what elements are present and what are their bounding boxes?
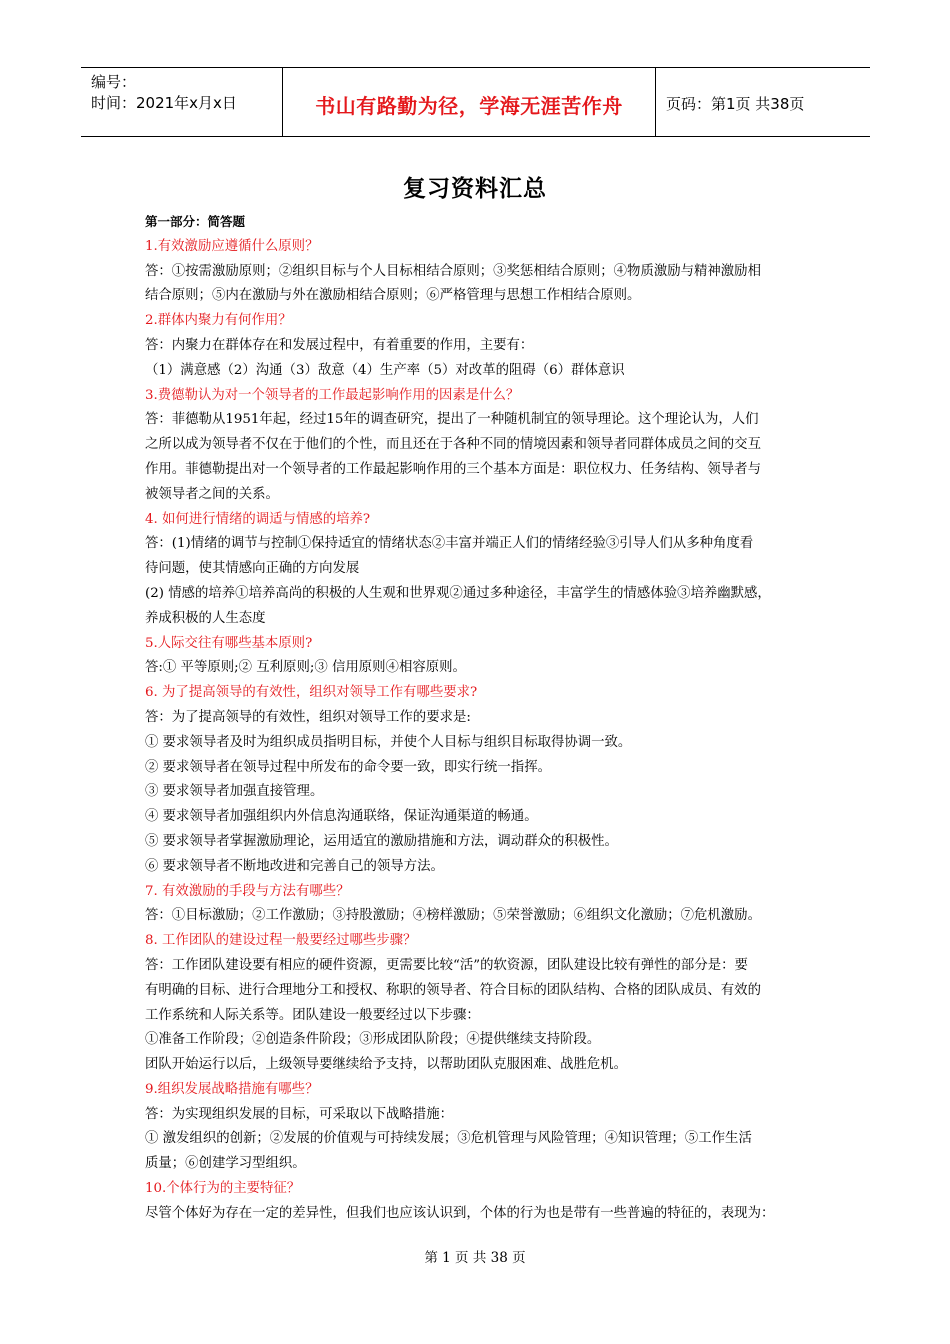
question-line: 7. 有效激励的手段与方法有哪些？	[145, 883, 350, 899]
answer-line: 答：(1)情绪的调节与控制①保持适宜的情绪状态②丰富并端正人们的情绪经验③引导人们从多种角度看	[145, 536, 754, 552]
answer-line: 质量；⑥创建学习型组织。	[145, 1156, 306, 1172]
answer-line: 答：为实现组织发展的目标，可采取以下战略措施：	[145, 1106, 453, 1122]
answer-line: 之所以成为领导者不仅在于他们的个性，而且还在于各种不同的情境因素和领导者同群体成员之间的交互	[145, 437, 761, 453]
header-meta-cell	[81, 68, 283, 136]
header-motto-cell	[283, 68, 656, 136]
question-line: 4. 如何进行情绪的调适与情感的培养?	[145, 511, 371, 527]
answer-line: 团队开始运行以后，上级领导要继续给予支持，以帮助团队克服困难、战胜危机。	[145, 1057, 628, 1073]
answer-line: 答：菲德勒从1951年起，经过15年的调查研究，提出了一种随机制宜的领导理论。这个理论认为，人们	[145, 412, 759, 428]
question-line: 10.个体行为的主要特征？	[145, 1181, 301, 1197]
header-number-label: 编号：	[91, 73, 137, 91]
header-motto: 书山有路勤为径，学海无涯苦作舟	[315, 94, 623, 118]
answer-line: ①准备工作阶段；②创造条件阶段；③形成团队阶段；④提供继续支持阶段。	[145, 1032, 601, 1048]
answer-line: ② 要求领导者在领导过程中所发布的命令要一致，即实行统一指挥。	[145, 759, 551, 775]
answer-line: 答：工作团队建设要有相应的硬件资源，更需要比较“活”的软资源，团队建设比较有弹性的部分是：要	[145, 957, 748, 973]
answer-line: 答：内聚力在群体存在和发展过程中，有着重要的作用，主要有：	[145, 337, 534, 353]
answer-line: 结合原则；⑤内在激励与外在激励相结合原则；⑥严格管理与思想工作相结合原则。	[145, 288, 641, 304]
answer-line: ① 要求领导者及时为组织成员指明目标，并使个人目标与组织目标取得协调一致。	[145, 734, 632, 750]
header-time-label: 时间：2021年x月x日	[91, 94, 237, 112]
section-heading: 第一部分：简答题	[145, 214, 246, 229]
page-footer: 第 1 页 共 38 页	[424, 1250, 526, 1266]
answer-line: (2) 情感的培养①培养高尚的积极的人生观和世界观②通过多种途径，丰富学生的情感体验③培养幽默感，	[145, 585, 771, 601]
answer-line: （1）满意感（2）沟通（3）敌意（4）生产率（5）对改革的阻碍（6）群体意识	[145, 362, 625, 378]
answer-line: 养成积极的人生态度	[145, 610, 266, 626]
question-line: 9.组织发展战略措施有哪些？	[145, 1081, 319, 1097]
answer-line: 答:① 平等原则;② 互利原则;③ 信用原则④相容原则。	[145, 660, 466, 676]
header-page-info: 页码：第1页 共38页	[666, 95, 805, 113]
answer-line: ⑥ 要求领导者不断地改进和完善自己的领导方法。	[145, 858, 444, 874]
answer-line: ① 激发组织的创新；②发展的价值观与可持续发展；③危机管理与风险管理；④知识管理；⑤工作生活	[145, 1131, 752, 1147]
question-line: 6. 为了提高领导的有效性，组织对领导工作有哪些要求?	[145, 685, 478, 701]
answer-line: 被领导者之间的关系。	[145, 486, 279, 502]
answer-line: 工作系统和人际关系等。团队建设一般要经过以下步骤：	[145, 1007, 480, 1023]
answer-line: 待问题，使其情感向正确的方向发展	[145, 561, 360, 577]
document-title: 复习资料汇总	[403, 176, 547, 202]
document-body	[145, 210, 825, 1227]
answer-line: 答：①目标激励；②工作激励；③持股激励；④榜样激励；⑤荣誉激励；⑥组织文化激励；⑦危机激励。	[145, 908, 761, 924]
header-page-cell	[656, 68, 870, 136]
question-line: 3.费德勒认为对一个领导者的工作最起影响作用的因素是什么？	[145, 387, 520, 403]
answer-line: ③ 要求领导者加强直接管理。	[145, 784, 324, 800]
question-line: 5.人际交往有哪些基本原则?	[145, 635, 313, 651]
answer-line: 作用。菲德勒提出对一个领导者的工作最起影响作用的三个基本方面是：职位权力、任务结构、领导者与	[145, 461, 761, 477]
answer-line: 答：①按需激励原则；②组织目标与个人目标相结合原则；③奖惩相结合原则；④物质激励与精神激励相	[145, 263, 761, 279]
answer-line: ④ 要求领导者加强组织内外信息沟通联络，保证沟通渠道的畅通。	[145, 809, 538, 825]
answer-line: 答：为了提高领导的有效性，组织对领导工作的要求是:	[145, 709, 471, 725]
page-header	[81, 67, 870, 137]
answer-line: ⑤ 要求领导者掌握激励理论，运用适宜的激励措施和方法，调动群众的积极性。	[145, 833, 618, 849]
answer-line: 尽管个体好为存在一定的差异性，但我们也应该认识到，个体的行为也是带有一些普遍的特征的，表现为：	[145, 1205, 775, 1221]
question-line: 8. 工作团队的建设过程一般要经过哪些步骤？	[145, 933, 417, 949]
question-line: 2.群体内聚力有何作用？	[145, 313, 292, 329]
answer-line: 有明确的目标、进行合理地分工和授权、称职的领导者、符合目标的团队结构、合格的团队成员、有效的	[145, 982, 761, 998]
question-line: 1.有效激励应遵循什么原则？	[145, 238, 319, 254]
